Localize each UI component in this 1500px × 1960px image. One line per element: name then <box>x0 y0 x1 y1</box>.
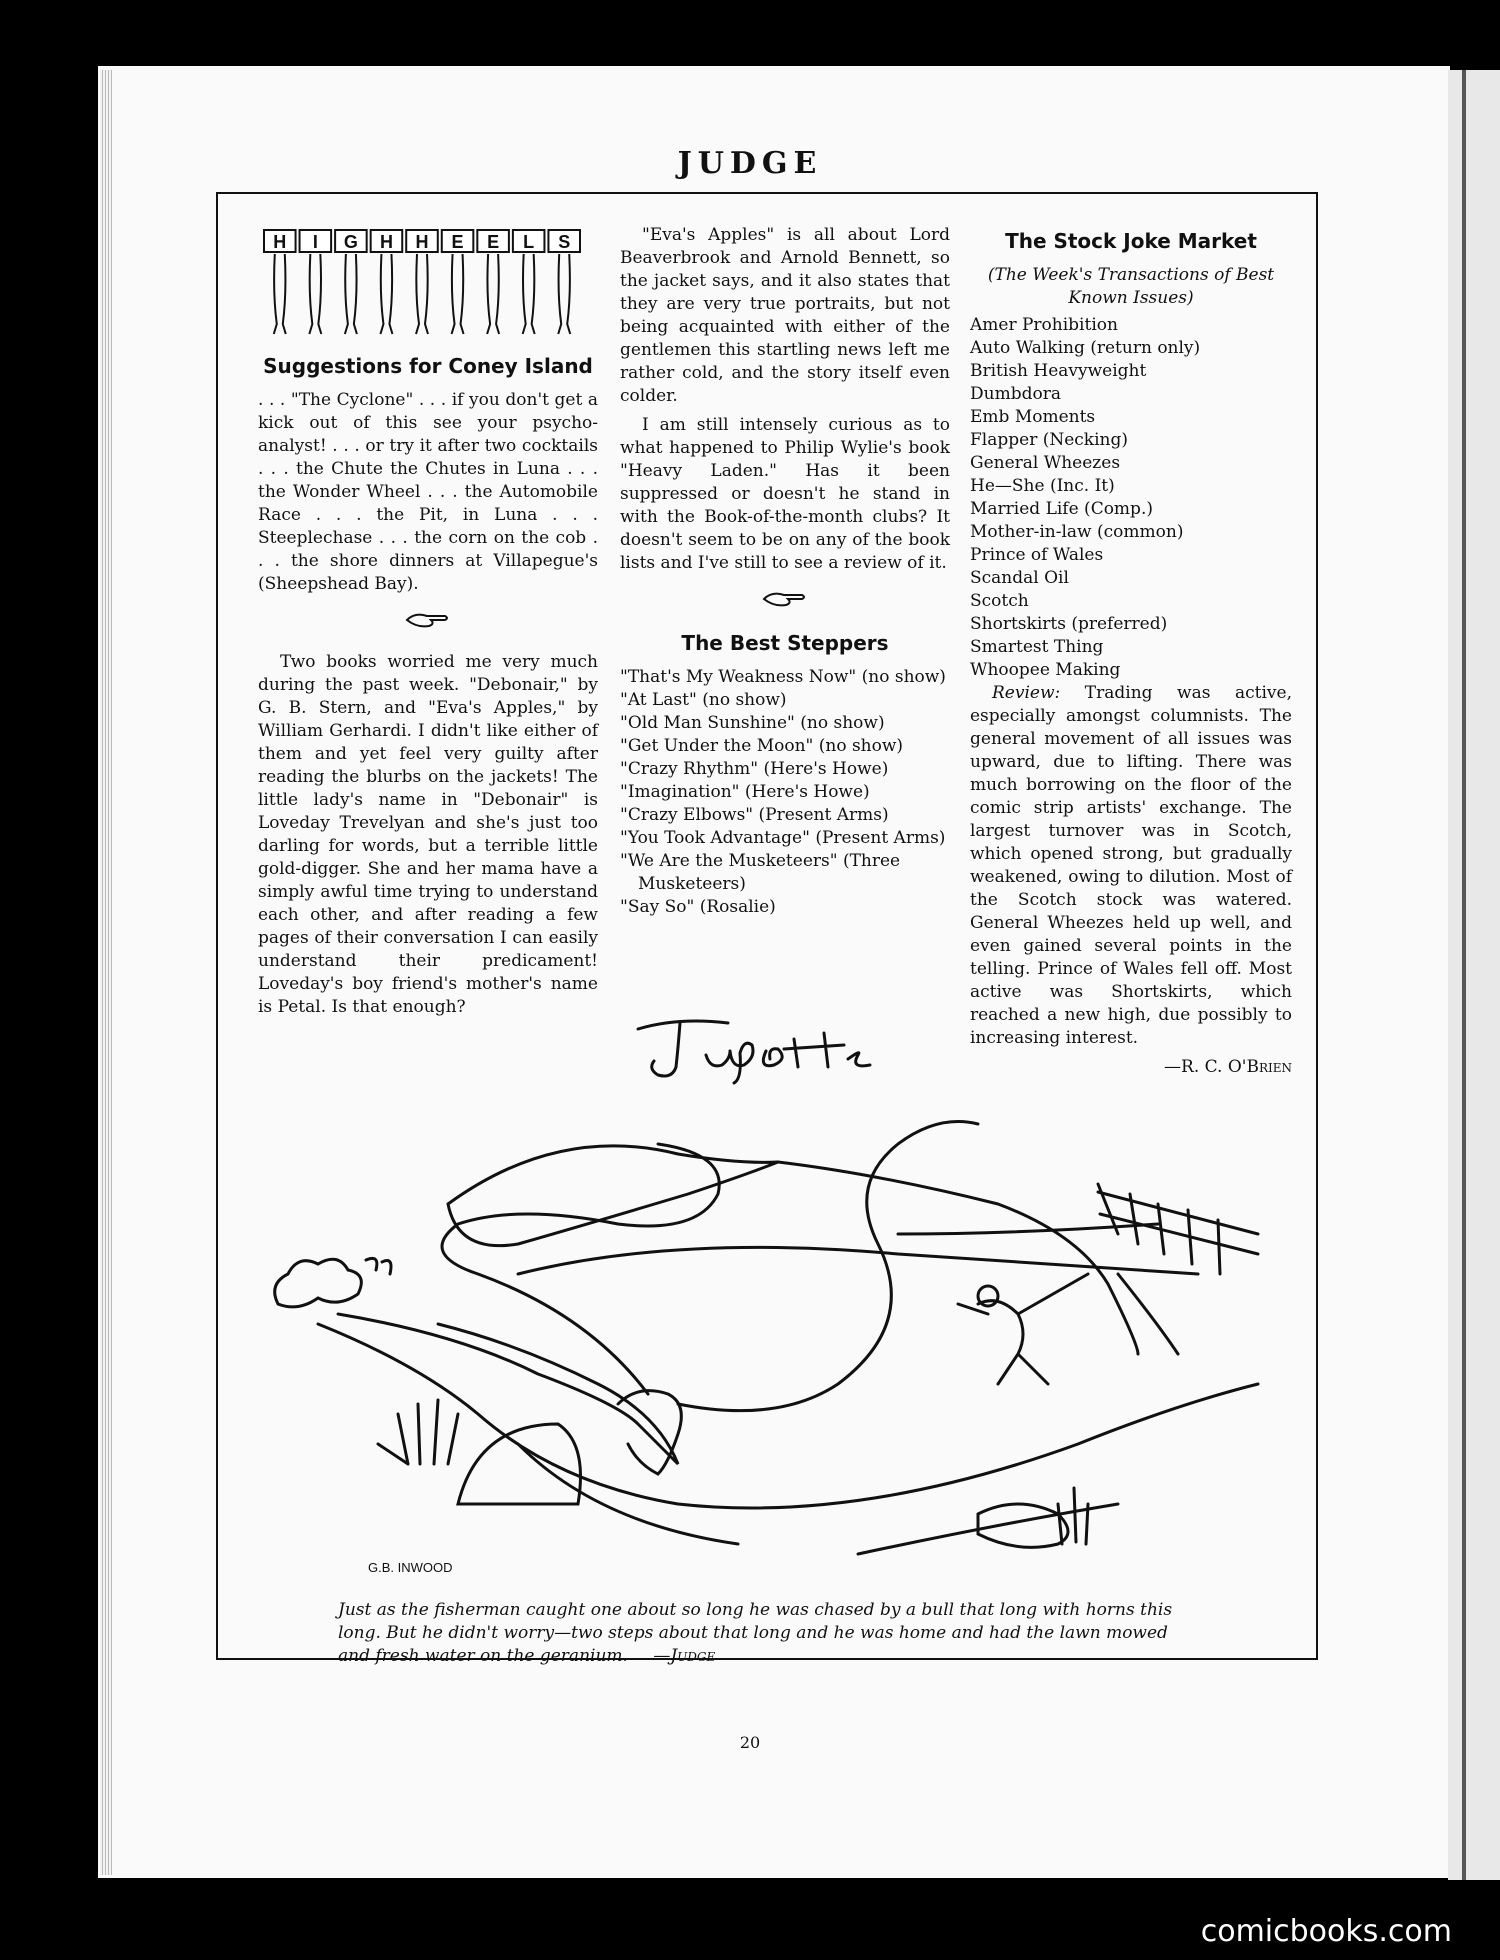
list-item: "Imagination" (Here's Howe) <box>620 782 870 802</box>
list-item: British Heavyweight <box>970 361 1147 381</box>
review-body: Trading was active, especially amongst columnists. The general movement of all issues was upward, due to lifting. There was much borrowing on the floor of the comic strip artists' exchange. The largest turnover was in Scotch, which opened strong, but gradually weakened, owing to dilution. Most of the Scotch stock was watered. General Wheezes held up well, and even gained several points in the telling. Prince of Wales fell off. Most active was Shortskirts, which reached a new high, due possibly to increasing interest. <box>970 683 1292 1048</box>
list-item: Shortskirts (preferred) <box>970 614 1168 634</box>
list-item: "Crazy Elbows" (Present Arms) <box>620 805 889 825</box>
coney-island-heading: Suggestions for Coney Island <box>263 354 593 378</box>
banner-leg <box>416 254 428 334</box>
list-item: Emb Moments <box>970 407 1096 427</box>
highheels-banner <box>258 224 588 342</box>
banner-letter: G <box>343 232 358 252</box>
watermark: comicbooks.com <box>1200 1914 1452 1949</box>
column-3 <box>970 224 1292 1079</box>
column-2 <box>620 224 950 919</box>
book-spine-shadow <box>1462 70 1466 1880</box>
list-item: "Crazy Rhythm" (Here's Howe) <box>620 759 889 779</box>
list-item: "Get Under the Moon" (no show) <box>620 736 904 756</box>
songs-list <box>620 666 950 919</box>
banner-leg <box>345 254 357 334</box>
byline: —R. C. O'Brien <box>1164 1057 1292 1077</box>
coney-island-text: . . . "The Cyclone" . . . if you don't get a kick out of this see your psycho-analyst! . . . or try it after two cocktails . . . the Chute the Chutes in Luna . . . the Wonder Wheel . . . the Automobile Race . . . the Pit, in Luna . . . Steeplechase . . . the corn on the cob . . . the shore dinners at Villapegue's (Sheepshead Bay). <box>258 390 598 594</box>
books-text: Two books worried me very much during the past week. "Debonair," by G. B. Stern, and "Eva's Apples," by William Gerhardi. I didn't like either of them and yet feel very guilty after reading the blurbs on the jackets! The little lady's name in "Debonair" is Loveday Trevelyan and she's just too darling for words, but a terrible little gold-digger. She and her mama have a simply awful time trying to understand each other, and after reading a few pages of their conversation I can easily understand their predicament! Loveday's boy friend's mother's name is Petal. Is that enough? <box>258 652 598 1017</box>
evas-apples-text: "Eva's Apples" is all about Lord Beaverbrook and Arnold Bennett, so the jacket says, and it also states that they are very true portraits, but not being acquainted with either of the gentlemen this startling news left me rather cold, and the story itself even colder. <box>620 225 950 406</box>
list-item: Dumbdora <box>970 384 1061 404</box>
list-item: "That's My Weakness Now" (no show) <box>620 667 946 687</box>
banner-letter: I <box>312 232 318 252</box>
banner-letter: L <box>523 232 535 252</box>
list-item: "At Last" (no show) <box>620 690 787 710</box>
banner-letter: E <box>487 232 500 252</box>
review-label: Review: <box>992 683 1061 703</box>
banner-letter: H <box>379 232 393 252</box>
judgette-signature <box>618 1009 928 1089</box>
list-item: Mother-in-law (common) <box>970 522 1184 542</box>
issues-list <box>970 314 1292 682</box>
banner-legs <box>264 230 580 334</box>
list-item: Prince of Wales <box>970 545 1104 565</box>
pointing-hand-icon <box>620 589 950 616</box>
banner-letter: S <box>558 232 571 252</box>
banner-leg <box>487 254 499 334</box>
caption-credit: —Judge <box>653 1646 716 1666</box>
pointing-hand-icon <box>258 610 598 637</box>
artist-signature: G.B. INWOOD <box>368 1560 453 1575</box>
content-frame <box>216 192 1318 1666</box>
banner-letter: E <box>451 232 464 252</box>
list-item: General Wheezes <box>970 453 1121 473</box>
banner-letter: H <box>273 232 287 252</box>
masthead: JUDGE <box>677 146 823 181</box>
banner-leg <box>309 254 321 334</box>
list-item: Scotch <box>970 591 1029 611</box>
banner-leg <box>380 254 392 334</box>
bull-fisherman-illustration <box>258 1084 1278 1584</box>
list-item: He—She (Inc. It) <box>970 476 1115 496</box>
list-item: "You Took Advantage" (Present Arms) <box>620 828 946 848</box>
review-text <box>970 682 1292 1050</box>
list-item: Scandal Oil <box>970 568 1069 588</box>
list-item: "Old Man Sunshine" (no show) <box>620 713 885 733</box>
page-edges <box>100 70 112 1875</box>
banner-letter: H <box>415 232 429 252</box>
list-item: "Say So" (Rosalie) <box>620 897 776 917</box>
list-item: Auto Walking (return only) <box>970 338 1201 358</box>
list-item: Flapper (Necking) <box>970 430 1129 450</box>
list-item: Amer Prohibition <box>970 315 1118 335</box>
illustration-caption <box>338 1599 1198 1668</box>
list-item: "We Are the Musketeers" (Three Musketeers) <box>620 851 901 894</box>
banner-leg <box>558 254 570 334</box>
list-item: Whoopee Making <box>970 660 1121 680</box>
stock-market-subheading: (The Week's Transactions of Best Known Issues) <box>987 265 1275 308</box>
caption-text: Just as the fisherman caught one about so long he was chased by a bull that long with horns this long. But he didn't worry—two steps about that long and he was home and had the lawn mowed and fresh water on the geranium. <box>338 1600 1173 1666</box>
heavy-laden-text: I am still intensely curious as to what happened to Philip Wylie's book "Heavy Laden." Has it been suppressed or doesn't he stand in with the Book-of-the-month clubs? It doesn't seem to be on any of the book lists and I've still to see a review of it. <box>620 415 950 573</box>
banner-leg <box>523 254 535 334</box>
banner-leg <box>274 254 286 334</box>
book-spine <box>1448 70 1500 1880</box>
best-steppers-heading: The Best Steppers <box>681 631 889 655</box>
banner-leg <box>452 254 464 334</box>
page-number: 20 <box>739 1733 761 1752</box>
list-item: Smartest Thing <box>970 637 1104 657</box>
column-1 <box>258 224 598 1025</box>
stock-market-heading: The Stock Joke Market <box>1005 229 1257 253</box>
list-item: Married Life (Comp.) <box>970 499 1153 519</box>
